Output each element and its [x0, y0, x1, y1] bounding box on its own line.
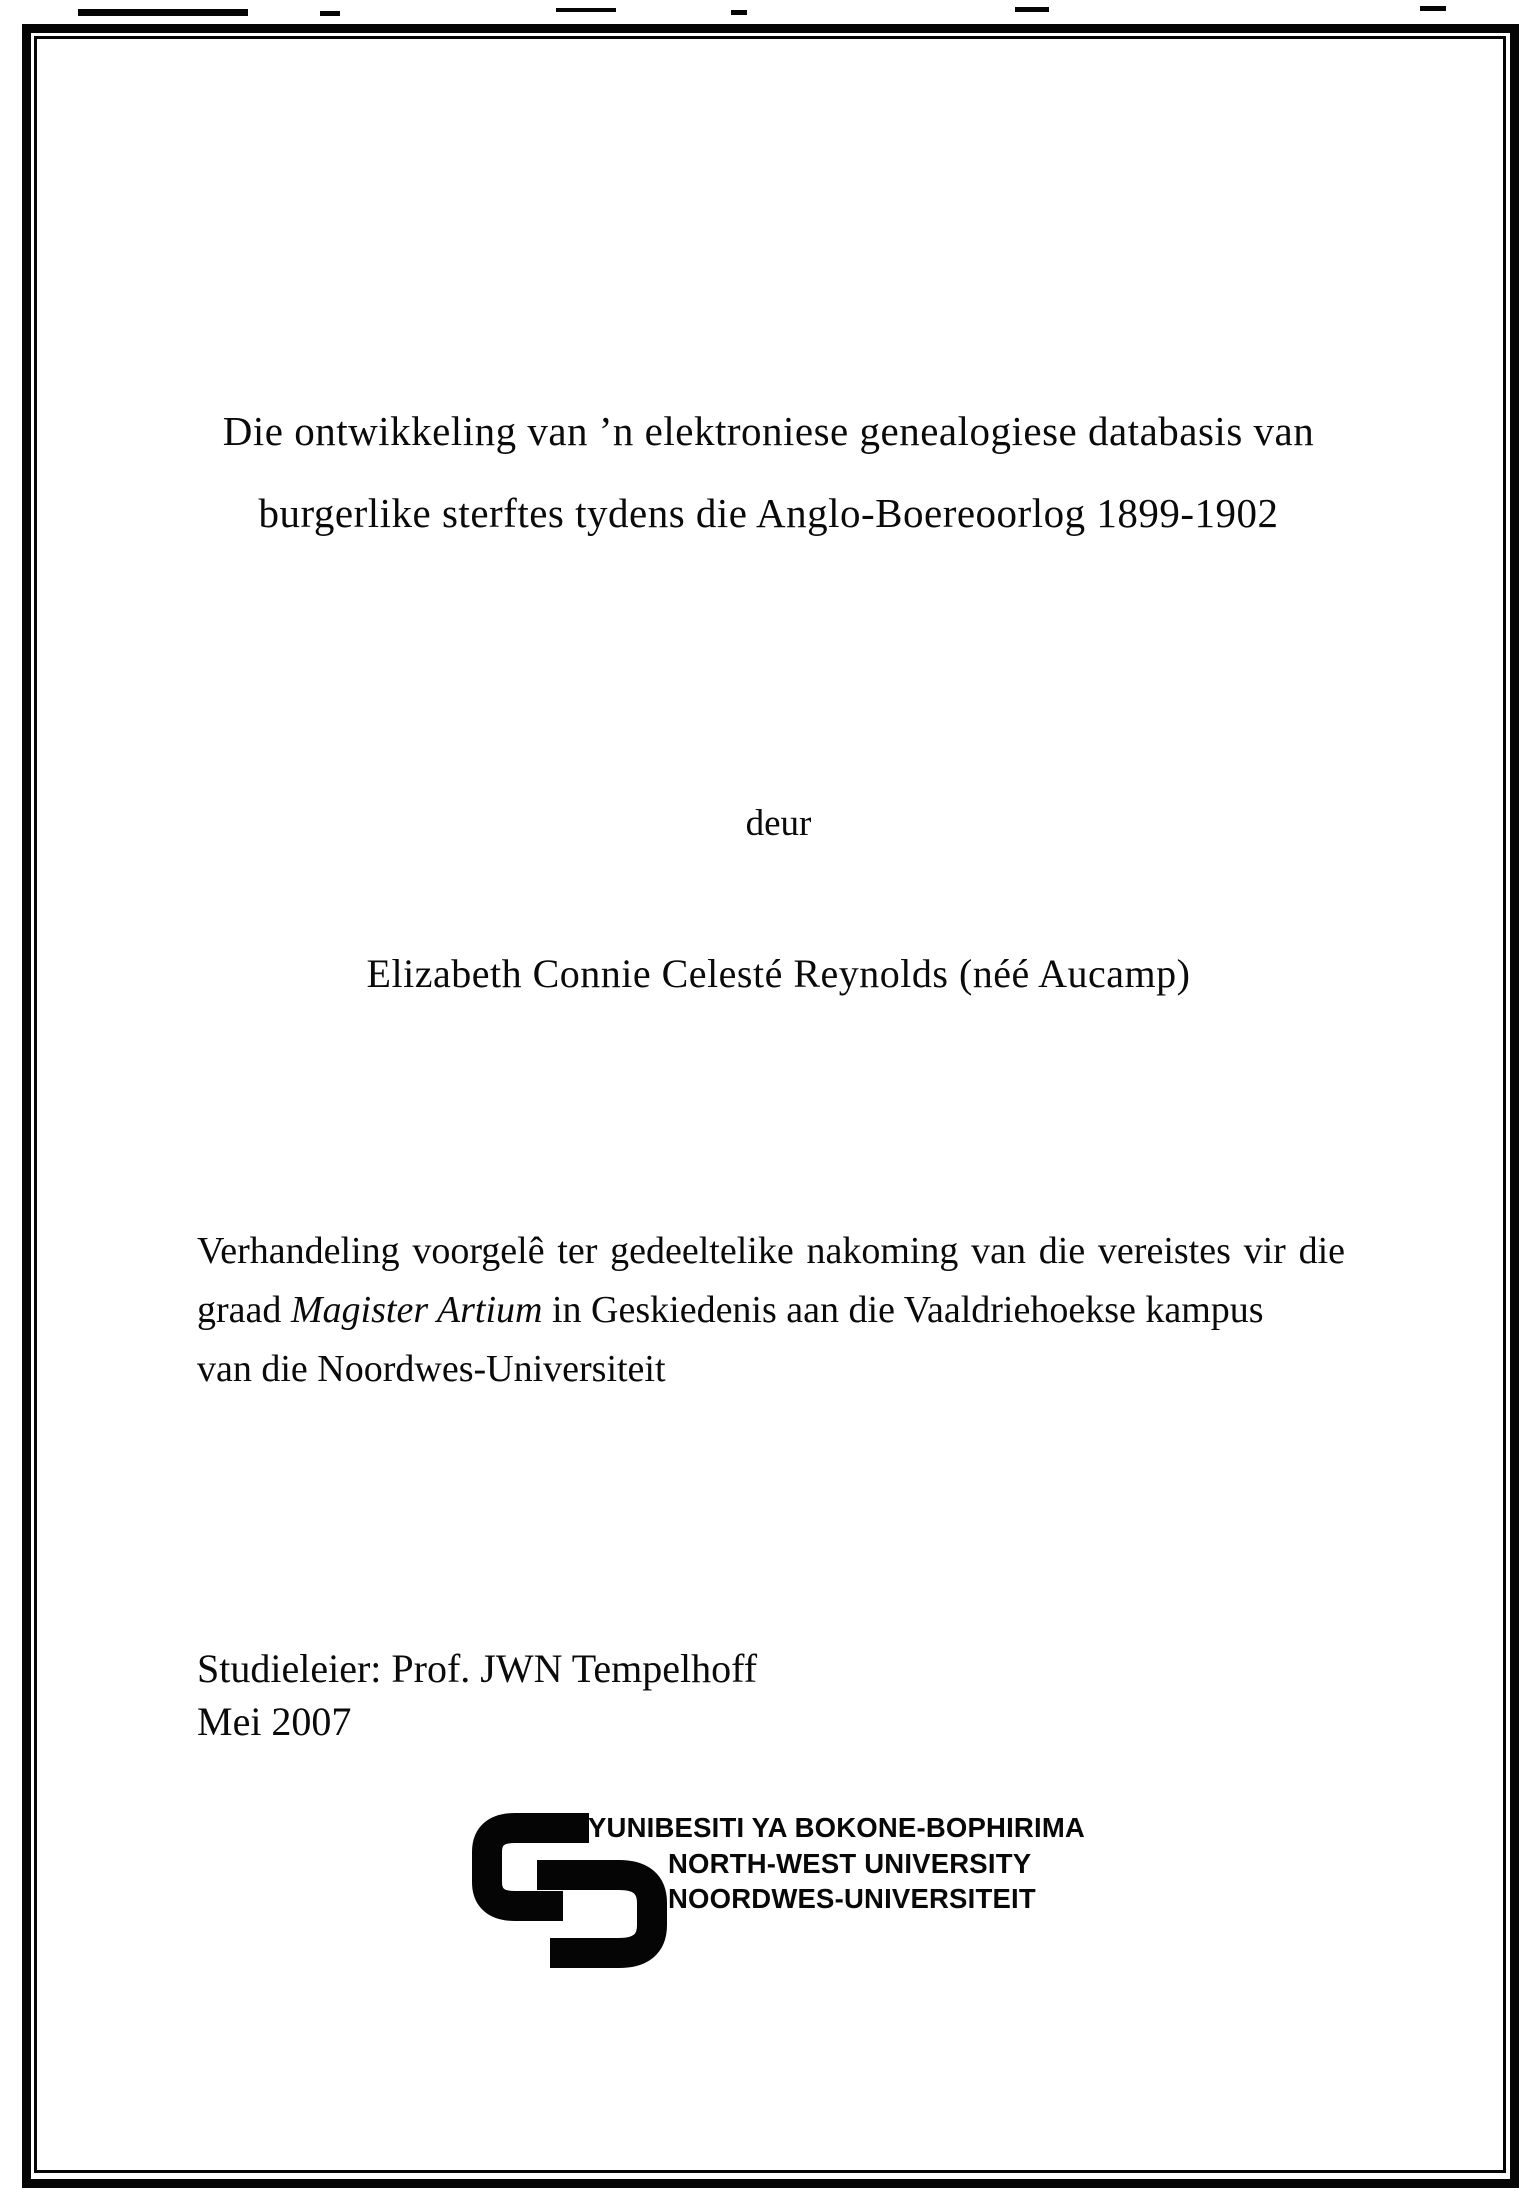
degree-statement-line-2	[197, 1281, 1345, 1340]
university-logo-text	[588, 1810, 1085, 1917]
degree-line2-prefix: graad	[197, 1289, 291, 1331]
scan-artifact	[1420, 6, 1446, 11]
scan-artifact	[731, 10, 747, 15]
supervisor-line: Studieleier: Prof. JWN Tempelhoff	[197, 1646, 758, 1691]
date-line: Mei 2007	[197, 1699, 352, 1744]
supervisor-block	[197, 1642, 1345, 1748]
degree-statement	[197, 1222, 1345, 1399]
degree-name-italic: Magister Artium	[290, 1289, 543, 1331]
scan-artifact	[320, 11, 340, 16]
scan-artifact	[1015, 7, 1049, 12]
logo-text-setswana: YUNIBESITI YA BOKONE-BOPHIRIMA	[588, 1812, 1085, 1843]
university-logo	[467, 1806, 1127, 1986]
author-name: Elizabeth Connie Celesté Reynolds (néé Aucamp)	[366, 951, 1191, 996]
byline: deur	[745, 803, 812, 844]
degree-line2-suffix: in Geskiedenis aan die Vaaldriehoekse kampus	[542, 1289, 1264, 1331]
thesis-title-line-1: Die ontwikkeling van ’n elektroniese genealogiese databasis van	[222, 408, 1315, 454]
thesis-title-line-2: burgerlike sterftes tydens die Anglo-Boereoorlog 1899-1902	[258, 490, 1279, 536]
scan-artifact	[78, 9, 248, 16]
degree-statement-line-3: van die Noordwes-Universiteit	[197, 1348, 666, 1390]
scan-artifact	[556, 8, 616, 12]
thesis-title	[120, 390, 1417, 554]
logo-text-english: NORTH-WEST UNIVERSITY	[668, 1847, 1032, 1879]
logo-text-afrikaans: NOORDWES-UNIVERSITEIT	[668, 1883, 1036, 1914]
degree-statement-line-1: Verhandeling voorgelê ter gedeeltelike nakoming van die vereistes vir die	[197, 1230, 1345, 1272]
